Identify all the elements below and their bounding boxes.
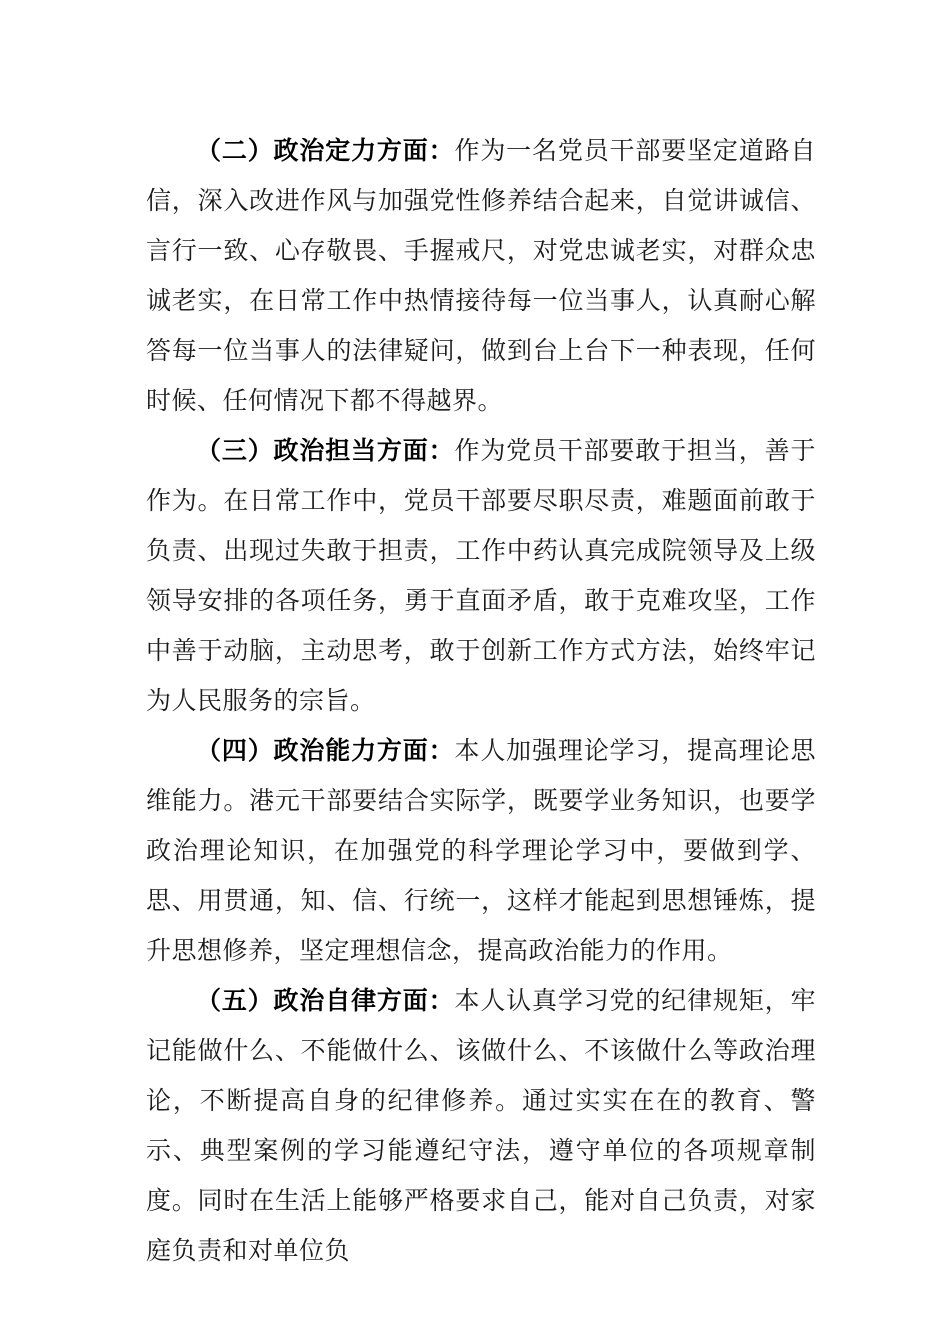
paragraph-body: 作为党员干部要敢于担当，善于作为。在日常工作中，党员干部要尽职尽责，难题面前敢于负责、出现过失敢于担责，工作中药认真完成院领导及上级领导安排的各项任务，勇于直面矛盾，敢于克难攻坚，工作中善于动脑，主动思考，敢于创新工作方式方法，始终牢记为人民服务的宗旨。 xyxy=(146,436,816,715)
paragraph-body: 本人加强理论学习，提高理论思维能力。港元干部要结合实际学，既要学业务知识，也要学政治理论知识，在加强党的科学理论学习中，要做到学、思、用贯通，知、信、行统一，这样才能起到思想锤炼，提升思想修养，坚定理想信念，提高政治能力的作用。 xyxy=(146,736,816,965)
document-page xyxy=(146,126,816,1276)
paragraph-political-determination xyxy=(146,126,816,426)
paragraph-body: 作为一名党员干部要坚定道路自信，深入改进作风与加强党性修养结合起来，自觉讲诚信、言行一致、心存敬畏、手握戒尺，对党忠诚老实，对群众忠诚老实，在日常工作中热情接待每一位当事人，认真耐心解答每一位当事人的法律疑问，做到台上台下一种表现，任何时候、任何情况下都不得越界。 xyxy=(146,136,816,415)
section-heading: （五）政治自律方面： xyxy=(196,986,455,1015)
paragraph-body: 本人认真学习党的纪律规矩，牢记能做什么、不能做什么、该做什么、不该做什么等政治理论，不断提高自身的纪律修养。通过实实在在的教育、警示、典型案例的学习能遵纪守法，遵守单位的各项规章制度。同时在生活上能够严格要求自己，能对自己负责，对家庭负责和对单位负 xyxy=(146,986,816,1265)
paragraph-political-self-discipline xyxy=(146,976,816,1276)
section-heading: （二）政治定力方面： xyxy=(196,136,455,165)
paragraph-political-responsibility xyxy=(146,426,816,726)
section-heading: （四）政治能力方面： xyxy=(196,736,455,765)
section-heading: （三）政治担当方面： xyxy=(196,436,455,465)
paragraph-political-ability xyxy=(146,726,816,976)
